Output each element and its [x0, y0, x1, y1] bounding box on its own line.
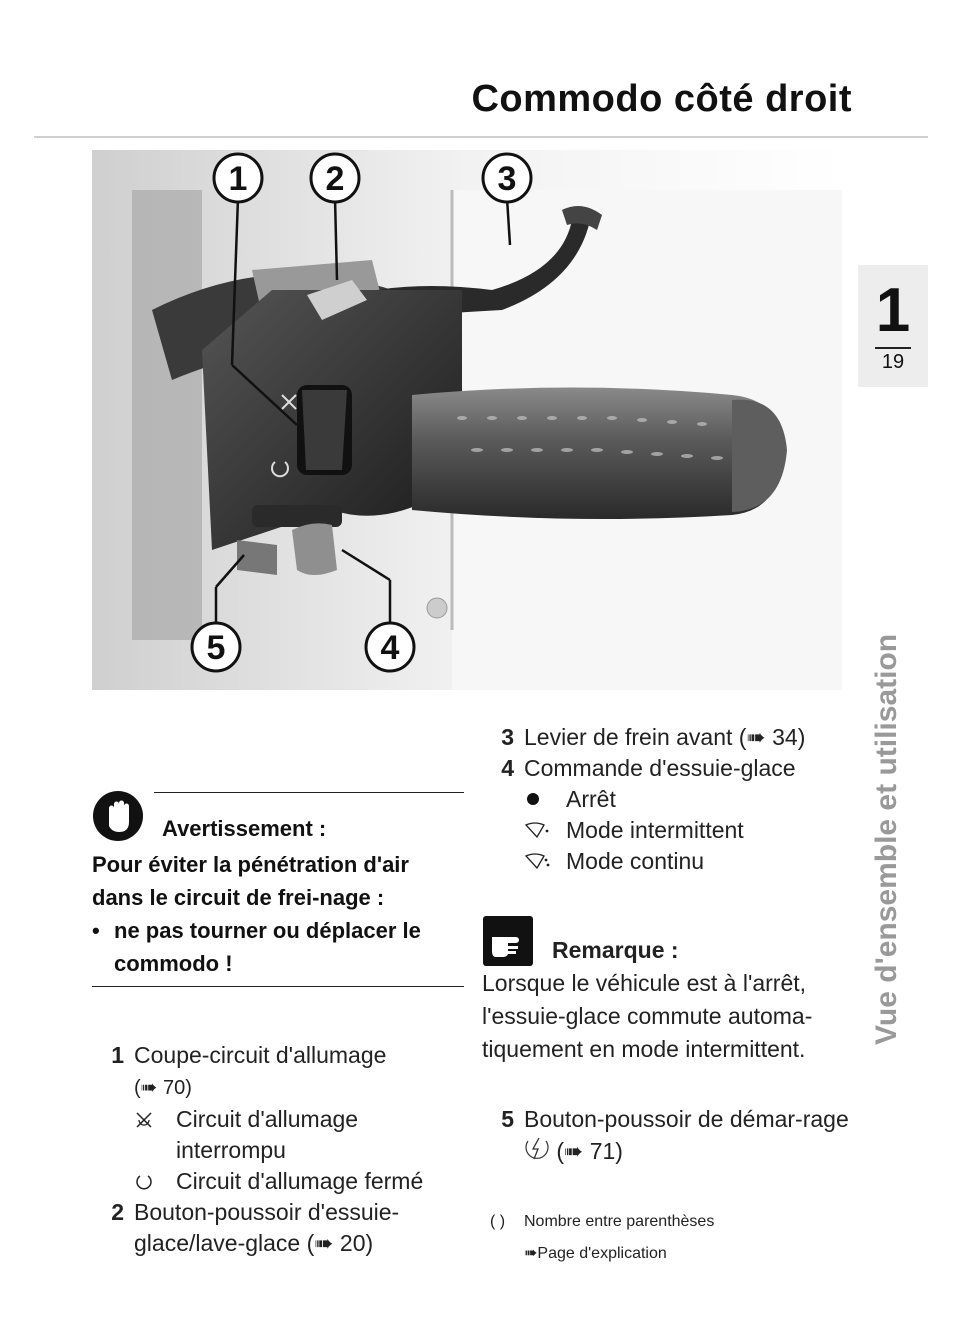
callout-5: 5 — [206, 629, 226, 667]
item-5-block — [482, 1104, 862, 1167]
list-item — [92, 1040, 472, 1104]
wiper-intermittent-icon — [524, 821, 550, 841]
callout-3: 3 — [497, 160, 517, 198]
note-box — [482, 915, 862, 1066]
page-number: 19 — [881, 351, 905, 373]
item-number: 2 — [111, 1199, 124, 1225]
item-number: 1 — [111, 1042, 124, 1068]
legend-row — [490, 1206, 714, 1238]
header-rule — [34, 136, 928, 138]
items-right — [482, 722, 862, 877]
warning-rule — [154, 792, 464, 793]
handlebar-photo — [92, 150, 842, 690]
page-title: Commodo côté droit — [471, 78, 852, 120]
legend-key: ( ) — [490, 1213, 506, 1230]
item-number: 5 — [501, 1106, 514, 1132]
item-ref: (➠ 70) — [134, 1077, 192, 1099]
bullet-dot: • — [92, 918, 100, 943]
sub-item — [134, 1166, 472, 1197]
ignition-off-icon — [134, 1110, 154, 1130]
chapter-tab — [858, 265, 928, 387]
list-item — [482, 1104, 862, 1167]
sub-item-text: Circuit d'allumage interrompu — [176, 1106, 359, 1163]
warning-text: Pour éviter la pénétration d'air dans le circuit de frei-nage : — [92, 852, 409, 910]
sub-item — [524, 784, 862, 815]
sub-item — [524, 846, 862, 877]
callout-1: 1 — [228, 160, 248, 198]
item-label: Coupe-circuit d'allumage (➠ 70) — [134, 1042, 387, 1099]
note-title: Remarque : — [552, 937, 679, 963]
ignition-on-icon — [134, 1172, 154, 1192]
callout-4: 4 — [380, 629, 400, 667]
sub-item-text: Mode intermittent — [566, 817, 744, 843]
legend-text: Nombre entre parenthèses — [524, 1213, 715, 1230]
list-item — [482, 722, 862, 753]
warning-bullet-text: ne pas tourner ou déplacer le commodo ! — [114, 918, 421, 976]
callout-2: 2 — [325, 160, 345, 198]
sub-item — [134, 1104, 472, 1166]
starter-lightning-icon — [524, 1135, 550, 1163]
list-item — [92, 1197, 472, 1259]
warning-box — [92, 790, 464, 987]
item-label: Commande d'essuie-glace — [524, 755, 796, 781]
warning-title: Avertissement : — [162, 816, 327, 841]
item-label: Levier de frein avant (➠ 34) — [524, 724, 806, 750]
legend-row — [490, 1238, 714, 1270]
sub-item-text: Circuit d'allumage fermé — [176, 1168, 424, 1194]
warning-bullet — [92, 914, 464, 980]
chapter-number: 1 — [875, 276, 911, 345]
items-left — [92, 1040, 472, 1259]
sub-item-text: Arrêt — [566, 786, 616, 812]
wiper-off-dot-icon — [524, 790, 544, 810]
hand-stop-icon — [92, 790, 144, 842]
legend — [490, 1206, 714, 1270]
note-text: Lorsque le véhicule est à l'arrêt, l'essuie-glace commute automa-tiquement en mode intermittent. — [482, 970, 813, 1062]
chapter-side-label: Vue d'ensemble et utilisation — [870, 633, 903, 1045]
item-number: 3 — [501, 724, 514, 750]
item-number: 4 — [501, 755, 514, 781]
item-ref: (➠ 71) — [556, 1138, 623, 1164]
sub-item-text: Mode continu — [566, 848, 705, 874]
list-item — [482, 753, 862, 784]
item-label: Bouton-poussoir de démar-rage (➠ 71) — [524, 1106, 849, 1164]
wiper-continuous-icon — [524, 852, 550, 872]
note-pointing-hand-icon — [482, 915, 534, 967]
item-label: Bouton-poussoir d'essuie-glace/lave-glace (➠ 20) — [134, 1199, 400, 1256]
sub-item — [524, 815, 862, 846]
legend-text: ➠Page d'explication — [524, 1245, 667, 1262]
